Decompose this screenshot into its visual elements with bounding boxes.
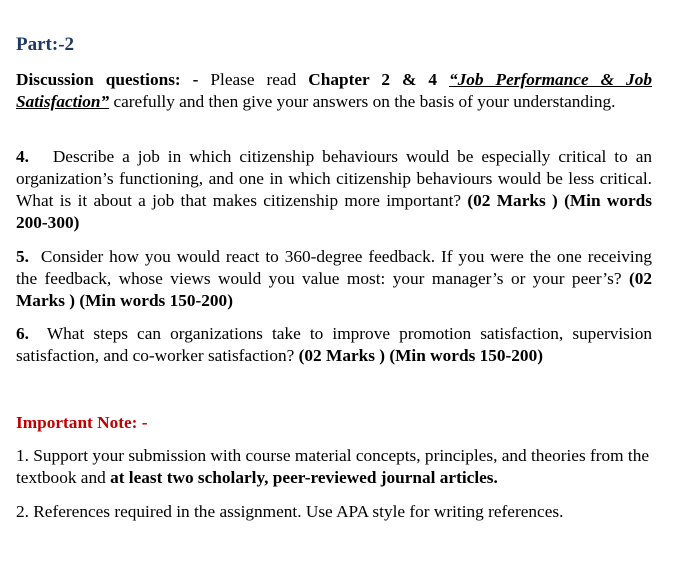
question-number: 6.	[16, 324, 29, 343]
discussion-chapters: Chapter 2 & 4	[308, 70, 438, 89]
question-text: Describe a job in which citizenship behaviours would be especially critical to an organization’s functioning, and one in which citizenship behaviours would be less critical. What is it about a job that makes citizenship more important?	[16, 147, 653, 210]
question-number: 4.	[16, 147, 29, 166]
question-number: 5.	[16, 247, 29, 266]
note-item-1-text: 1. Support your submission with course material concepts, principles, and theories from the textbook and	[16, 446, 650, 487]
question-text: Consider how you would react to 360-degree feedback. If you were the one receiving the feedback, whose views would you value most: your manager’s or your peer’s?	[16, 247, 652, 288]
note-item-1-bold: at least two scholarly, peer-reviewed journal articles.	[110, 468, 498, 487]
discussion-text-1: Please read	[210, 70, 309, 89]
discussion-label: Discussion questions:	[16, 70, 181, 89]
question-6	[16, 323, 652, 367]
question-4	[16, 146, 652, 234]
discussion-instructions	[16, 69, 652, 113]
note-item-2: 2. References required in the assignment. Use APA style for writing references.	[16, 502, 564, 521]
part-title: Part:-2	[16, 34, 75, 55]
discussion-text-2: carefully and then give your answers on the basis of your understanding.	[109, 92, 616, 111]
question-marks: (02 Marks ) (Min words 200-300)	[16, 191, 652, 232]
chapter-title: “Job Performance & Job Satisfaction”	[16, 70, 652, 111]
discussion-separator: -	[180, 70, 211, 89]
question-marks: (02 Marks ) (Min words 150-200)	[298, 346, 543, 365]
question-marks: (02 Marks ) (Min words 150-200)	[16, 269, 653, 310]
note-item-1	[16, 445, 652, 489]
question-text: What steps can organizations take to improve promotion satisfaction, supervision satisfaction, and co-worker satisfaction?	[16, 324, 652, 365]
question-5	[16, 246, 652, 312]
important-note-title: Important Note: -	[16, 413, 148, 432]
